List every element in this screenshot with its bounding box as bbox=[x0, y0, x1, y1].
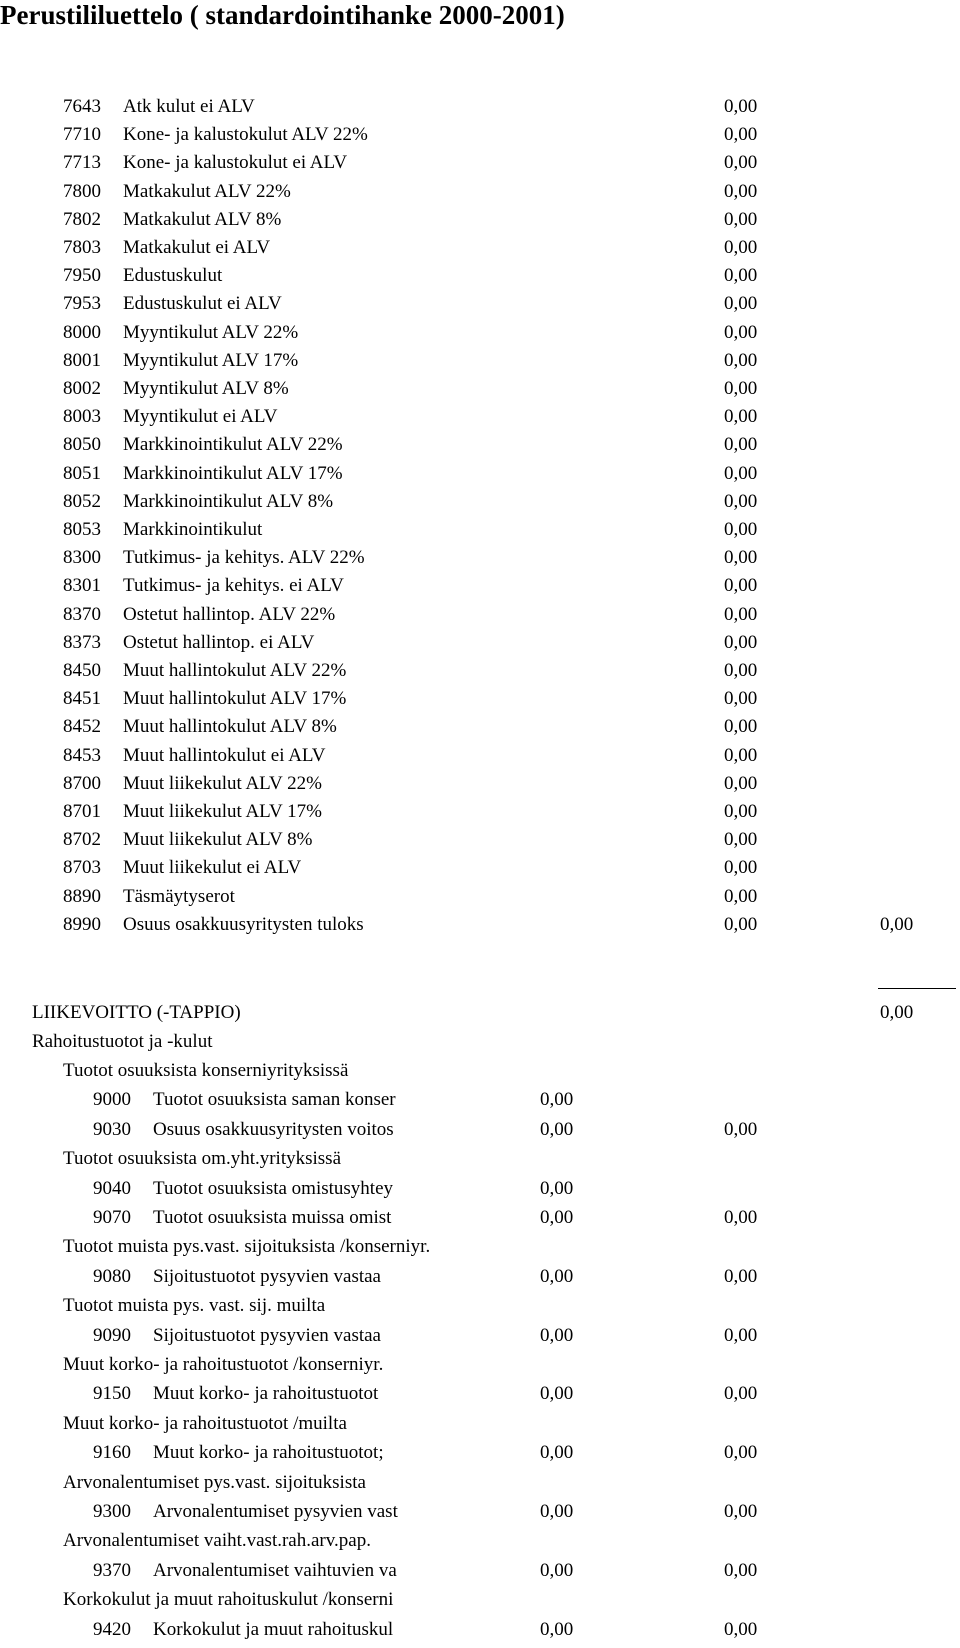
account-name: Osuus osakkuusyritysten voitos bbox=[153, 1119, 394, 1140]
account-code: 9150 bbox=[93, 1383, 131, 1404]
account-row bbox=[0, 489, 960, 515]
account-name: Tuotot osuuksista saman konser bbox=[153, 1089, 396, 1110]
account-amount: 0,00 bbox=[724, 773, 758, 794]
account-name: Täsmäytyserot bbox=[123, 886, 235, 907]
account-row bbox=[0, 94, 960, 120]
account-code: 7950 bbox=[63, 265, 101, 286]
group-heading-row bbox=[0, 1234, 960, 1260]
account-name: Kone- ja kalustokulut ALV 22% bbox=[123, 124, 368, 145]
financial-account-row bbox=[0, 1205, 960, 1231]
account-name: Matkakulut ALV 8% bbox=[123, 209, 282, 230]
operating-profit-label: LIIKEVOITTO (-TAPPIO) bbox=[32, 1002, 241, 1023]
group-heading-row bbox=[0, 1293, 960, 1319]
account-amount: 0,00 bbox=[724, 152, 758, 173]
account-amount: 0,00 bbox=[724, 547, 758, 568]
account-code: 9040 bbox=[93, 1178, 131, 1199]
account-name: Muut liikekulut ALV 22% bbox=[123, 773, 322, 794]
account-name: Edustuskulut bbox=[123, 265, 223, 286]
group-subtotal: 0,00 bbox=[724, 1119, 758, 1140]
account-name: Kone- ja kalustokulut ei ALV bbox=[123, 152, 348, 173]
account-name: Ostetut hallintop. ALV 22% bbox=[123, 604, 336, 625]
account-row bbox=[0, 150, 960, 176]
account-name: Matkakulut ALV 22% bbox=[123, 181, 291, 202]
account-code: 7713 bbox=[63, 152, 101, 173]
financial-account-row bbox=[0, 1176, 960, 1202]
group-subtotal: 0,00 bbox=[724, 1560, 758, 1581]
account-name: Sijoitustuotot pysyvien vastaa bbox=[153, 1266, 381, 1287]
account-amount: 0,00 bbox=[540, 1089, 574, 1110]
financial-heading: Rahoitustuotot ja -kulut bbox=[32, 1031, 213, 1052]
financial-account-row bbox=[0, 1499, 960, 1525]
financial-account-row bbox=[0, 1087, 960, 1113]
account-code: 7953 bbox=[63, 293, 101, 314]
group-subtotal: 0,00 bbox=[724, 1501, 758, 1522]
account-row bbox=[0, 743, 960, 769]
financial-account-row bbox=[0, 1381, 960, 1407]
account-amount: 0,00 bbox=[540, 1178, 574, 1199]
group-heading: Arvonalentumiset vaiht.vast.rah.arv.pap. bbox=[63, 1530, 371, 1551]
account-amount: 0,00 bbox=[724, 96, 758, 117]
group-heading-row bbox=[0, 1058, 960, 1084]
group-heading-row bbox=[0, 1411, 960, 1437]
account-code: 8373 bbox=[63, 632, 101, 653]
account-code: 7803 bbox=[63, 237, 101, 258]
account-amount: 0,00 bbox=[724, 209, 758, 230]
account-code: 8370 bbox=[63, 604, 101, 625]
group-heading: Tuotot muista pys. vast. sij. muilta bbox=[63, 1295, 326, 1316]
account-amount: 0,00 bbox=[724, 378, 758, 399]
account-amount: 0,00 bbox=[724, 660, 758, 681]
account-code: 8300 bbox=[63, 547, 101, 568]
account-amount: 0,00 bbox=[724, 434, 758, 455]
account-amount: 0,00 bbox=[724, 181, 758, 202]
account-row bbox=[0, 122, 960, 148]
group-heading: Tuotot muista pys.vast. sijoituksista /konserniyr. bbox=[63, 1236, 431, 1257]
account-code: 8452 bbox=[63, 716, 101, 737]
account-name: Markkinointikulut ALV 22% bbox=[123, 434, 343, 455]
account-name: Myyntikulut ALV 8% bbox=[123, 378, 289, 399]
account-code: 8703 bbox=[63, 857, 101, 878]
account-amount: 0,00 bbox=[540, 1619, 574, 1640]
group-heading: Tuotot osuuksista konserniyrityksissä bbox=[63, 1060, 349, 1081]
group-heading: Korkokulut ja muut rahoituskulut /konserni bbox=[63, 1589, 394, 1610]
group-heading-row bbox=[0, 1528, 960, 1554]
account-code: 9000 bbox=[93, 1089, 131, 1110]
account-row bbox=[0, 658, 960, 684]
account-row bbox=[0, 827, 960, 853]
group-subtotal: 0,00 bbox=[724, 1207, 758, 1228]
account-name: Osuus osakkuusyritysten tuloks bbox=[123, 914, 364, 935]
account-amount: 0,00 bbox=[724, 716, 758, 737]
group-heading-row bbox=[0, 1146, 960, 1172]
account-name: Arvonalentumiset vaihtuvien va bbox=[153, 1560, 397, 1581]
account-code: 9090 bbox=[93, 1325, 131, 1346]
account-code: 8003 bbox=[63, 406, 101, 427]
operating-profit-row bbox=[0, 1000, 960, 1026]
account-row bbox=[0, 207, 960, 233]
account-amount: 0,00 bbox=[724, 914, 758, 935]
account-amount: 0,00 bbox=[724, 632, 758, 653]
account-amount: 0,00 bbox=[724, 406, 758, 427]
account-name: Muut korko- ja rahoitustuotot; bbox=[153, 1442, 384, 1463]
account-code: 8050 bbox=[63, 434, 101, 455]
account-amount: 0,00 bbox=[540, 1266, 574, 1287]
account-name: Muut korko- ja rahoitustuotot bbox=[153, 1383, 379, 1404]
account-name: Muut hallintokulut ALV 17% bbox=[123, 688, 347, 709]
account-code: 8990 bbox=[63, 914, 101, 935]
group-subtotal: 0,00 bbox=[724, 1325, 758, 1346]
account-code: 8000 bbox=[63, 322, 101, 343]
account-name: Edustuskulut ei ALV bbox=[123, 293, 282, 314]
account-code: 8700 bbox=[63, 773, 101, 794]
group-heading: Arvonalentumiset pys.vast. sijoituksista bbox=[63, 1472, 366, 1493]
account-name: Ostetut hallintop. ei ALV bbox=[123, 632, 315, 653]
account-row bbox=[0, 179, 960, 205]
account-name: Myyntikulut ALV 17% bbox=[123, 350, 299, 371]
account-row bbox=[0, 771, 960, 797]
account-code: 8450 bbox=[63, 660, 101, 681]
account-code: 7643 bbox=[63, 96, 101, 117]
account-name: Atk kulut ei ALV bbox=[123, 96, 255, 117]
account-code: 8002 bbox=[63, 378, 101, 399]
financial-account-row bbox=[0, 1323, 960, 1349]
account-code: 8702 bbox=[63, 829, 101, 850]
account-amount: 0,00 bbox=[724, 745, 758, 766]
account-amount: 0,00 bbox=[540, 1383, 574, 1404]
account-code: 9300 bbox=[93, 1501, 131, 1522]
account-row bbox=[0, 461, 960, 487]
account-amount: 0,00 bbox=[724, 350, 758, 371]
account-amount: 0,00 bbox=[724, 519, 758, 540]
account-row bbox=[0, 630, 960, 656]
account-amount: 0,00 bbox=[724, 688, 758, 709]
account-code: 7800 bbox=[63, 181, 101, 202]
account-code: 8001 bbox=[63, 350, 101, 371]
account-amount: 0,00 bbox=[724, 265, 758, 286]
account-row bbox=[0, 404, 960, 430]
financial-account-row bbox=[0, 1617, 960, 1643]
account-amount: 0,00 bbox=[724, 801, 758, 822]
account-code: 9070 bbox=[93, 1207, 131, 1228]
financial-account-row bbox=[0, 1264, 960, 1290]
account-code: 8701 bbox=[63, 801, 101, 822]
account-name: Muut hallintokulut ei ALV bbox=[123, 745, 326, 766]
account-row bbox=[0, 855, 960, 881]
account-code: 7802 bbox=[63, 209, 101, 230]
account-amount: 0,00 bbox=[724, 293, 758, 314]
account-amount: 0,00 bbox=[724, 575, 758, 596]
account-code: 8052 bbox=[63, 491, 101, 512]
financial-account-row bbox=[0, 1440, 960, 1466]
account-code: 8301 bbox=[63, 575, 101, 596]
account-row bbox=[0, 376, 960, 402]
account-amount: 0,00 bbox=[724, 237, 758, 258]
account-amount: 0,00 bbox=[724, 322, 758, 343]
account-code: 8051 bbox=[63, 463, 101, 484]
group-heading: Tuotot osuuksista om.yht.yrityksissä bbox=[63, 1148, 342, 1169]
section-total: 0,00 bbox=[880, 914, 914, 935]
group-heading: Muut korko- ja rahoitustuotot /muilta bbox=[63, 1413, 347, 1434]
group-subtotal: 0,00 bbox=[724, 1442, 758, 1463]
financial-account-row bbox=[0, 1558, 960, 1584]
account-name: Markkinointikulut ALV 17% bbox=[123, 463, 343, 484]
account-row bbox=[0, 348, 960, 374]
account-code: 8890 bbox=[63, 886, 101, 907]
account-code: 8453 bbox=[63, 745, 101, 766]
financial-heading-row bbox=[0, 1029, 960, 1055]
account-code: 9370 bbox=[93, 1560, 131, 1581]
account-name: Muut hallintokulut ALV 8% bbox=[123, 716, 337, 737]
account-name: Myyntikulut ALV 22% bbox=[123, 322, 299, 343]
account-amount: 0,00 bbox=[540, 1442, 574, 1463]
account-row bbox=[0, 602, 960, 628]
group-subtotal: 0,00 bbox=[724, 1619, 758, 1640]
account-name: Arvonalentumiset pysyvien vast bbox=[153, 1501, 398, 1522]
account-amount: 0,00 bbox=[724, 124, 758, 145]
account-name: Tutkimus- ja kehitys. ei ALV bbox=[123, 575, 344, 596]
account-code: 9420 bbox=[93, 1619, 131, 1640]
account-row bbox=[0, 714, 960, 740]
account-name: Muut hallintokulut ALV 22% bbox=[123, 660, 347, 681]
account-amount: 0,00 bbox=[724, 463, 758, 484]
account-code: 8053 bbox=[63, 519, 101, 540]
group-heading-row bbox=[0, 1470, 960, 1496]
group-heading-row bbox=[0, 1587, 960, 1613]
account-code: 9080 bbox=[93, 1266, 131, 1287]
account-code: 8451 bbox=[63, 688, 101, 709]
account-name: Tuotot osuuksista muissa omist bbox=[153, 1207, 392, 1228]
account-name: Markkinointikulut ALV 8% bbox=[123, 491, 334, 512]
account-amount: 0,00 bbox=[540, 1119, 574, 1140]
account-code: 7710 bbox=[63, 124, 101, 145]
account-row bbox=[0, 799, 960, 825]
account-name: Muut liikekulut ALV 17% bbox=[123, 801, 322, 822]
group-heading-row bbox=[0, 1352, 960, 1378]
account-row bbox=[0, 545, 960, 571]
page-title: Perustililuettelo ( standardointihanke 2000-2001) bbox=[0, 0, 565, 30]
group-heading: Muut korko- ja rahoitustuotot /konserniyr. bbox=[63, 1354, 384, 1375]
account-row bbox=[0, 884, 960, 910]
account-amount: 0,00 bbox=[540, 1560, 574, 1581]
account-row bbox=[0, 432, 960, 458]
account-amount: 0,00 bbox=[724, 604, 758, 625]
account-name: Korkokulut ja muut rahoituskul bbox=[153, 1619, 394, 1640]
account-name: Markkinointikulut bbox=[123, 519, 263, 540]
account-row bbox=[0, 517, 960, 543]
account-amount: 0,00 bbox=[724, 886, 758, 907]
account-amount: 0,00 bbox=[540, 1501, 574, 1522]
group-subtotal: 0,00 bbox=[724, 1266, 758, 1287]
account-amount: 0,00 bbox=[724, 491, 758, 512]
account-code: 9160 bbox=[93, 1442, 131, 1463]
account-amount: 0,00 bbox=[724, 857, 758, 878]
account-row bbox=[0, 686, 960, 712]
account-amount: 0,00 bbox=[540, 1325, 574, 1346]
total-rule bbox=[878, 988, 956, 989]
account-row bbox=[0, 291, 960, 317]
account-row bbox=[0, 263, 960, 289]
account-name: Myyntikulut ei ALV bbox=[123, 406, 278, 427]
account-name: Sijoitustuotot pysyvien vastaa bbox=[153, 1325, 381, 1346]
account-row bbox=[0, 912, 960, 938]
account-row bbox=[0, 235, 960, 261]
account-name: Muut liikekulut ei ALV bbox=[123, 857, 302, 878]
account-name: Tutkimus- ja kehitys. ALV 22% bbox=[123, 547, 365, 568]
account-amount: 0,00 bbox=[724, 829, 758, 850]
financial-account-row bbox=[0, 1117, 960, 1143]
account-name: Tuotot osuuksista omistusyhtey bbox=[153, 1178, 394, 1199]
account-row bbox=[0, 573, 960, 599]
account-amount: 0,00 bbox=[540, 1207, 574, 1228]
account-name: Matkakulut ei ALV bbox=[123, 237, 271, 258]
operating-profit-amount: 0,00 bbox=[880, 1002, 914, 1023]
account-name: Muut liikekulut ALV 8% bbox=[123, 829, 313, 850]
group-subtotal: 0,00 bbox=[724, 1383, 758, 1404]
account-code: 9030 bbox=[93, 1119, 131, 1140]
account-row bbox=[0, 320, 960, 346]
